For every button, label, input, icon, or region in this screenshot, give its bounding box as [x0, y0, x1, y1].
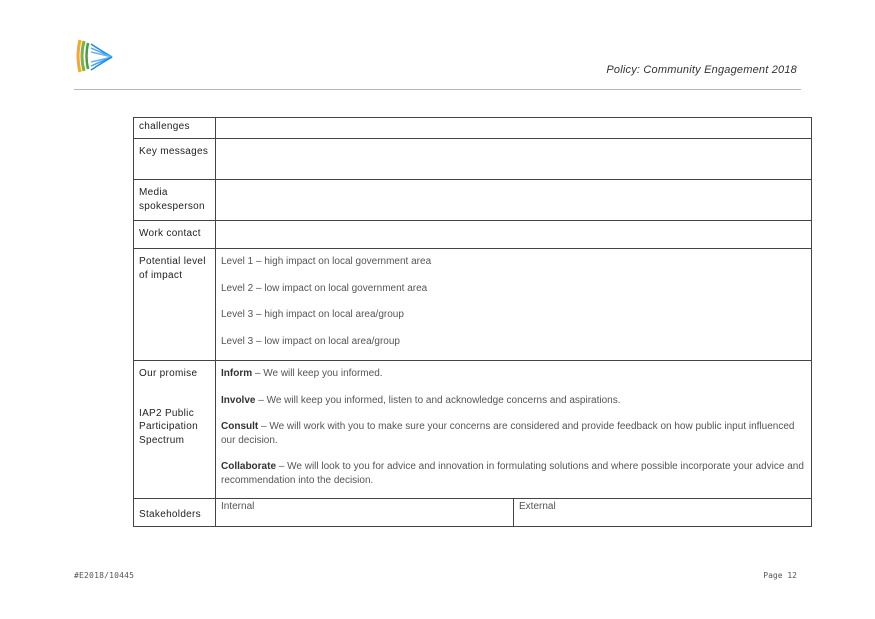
stakeholders-value	[216, 499, 812, 527]
key-messages-value	[216, 139, 812, 180]
table-row	[134, 221, 812, 249]
promise-levels	[216, 361, 812, 499]
promise-term: Consult	[221, 421, 259, 432]
row-label-challenges: challenges	[134, 118, 216, 139]
promise-term: Collaborate	[221, 461, 277, 472]
impact-level-2: Level 2 – low impact on local government area	[221, 282, 428, 294]
promise-text: – We will keep you informed, listen to and acknowledge concerns and aspirations.	[255, 394, 621, 406]
table-row	[134, 180, 812, 221]
page-number: Page 12	[763, 571, 797, 580]
engagement-plan-table	[133, 117, 812, 527]
work-contact-value	[216, 221, 812, 249]
table-row	[134, 118, 812, 139]
promise-inform	[221, 367, 806, 381]
impact-levels	[216, 249, 812, 361]
promise-involve	[221, 394, 806, 408]
council-logo-icon	[74, 36, 114, 76]
row-label-stakeholders: Stakeholders	[134, 499, 216, 527]
iap2-spectrum-label: IAP2 Public Participation Spectrum	[139, 407, 198, 446]
promise-term: Involve	[221, 394, 256, 406]
promise-term: Inform	[221, 368, 253, 379]
promise-text: – We will look to you for advice and innovation in formulating solutions and where possible incorporate your advice and recommendation into the decision.	[221, 461, 804, 486]
stakeholders-internal: Internal	[221, 501, 255, 512]
impact-level-3-low: Level 3 – low impact on local area/group	[221, 335, 400, 347]
promise-text: – We will keep you informed.	[252, 368, 383, 379]
table-row	[134, 499, 812, 527]
promise-consult	[221, 420, 806, 447]
table-row	[134, 139, 812, 180]
promise-text: – We will work with you to make sure your concerns are considered and provide feedback on how public input influenced our decision.	[221, 421, 795, 446]
document-reference: #E2018/10445	[74, 571, 135, 580]
stakeholders-split	[216, 499, 811, 526]
stakeholders-external: External	[513, 499, 811, 526]
table-row	[134, 249, 812, 361]
row-label-promise	[134, 361, 216, 499]
our-promise-label: Our promise	[139, 368, 198, 379]
page-header-title: Policy: Community Engagement 2018	[606, 64, 797, 76]
promise-collaborate	[221, 460, 806, 487]
media-spokesperson-value	[216, 180, 812, 221]
table-row	[134, 361, 812, 499]
row-label-key-messages: Key messages	[134, 139, 216, 180]
header-divider	[74, 89, 801, 90]
impact-level-1: Level 1 – high impact on local government area	[221, 256, 432, 267]
row-label-media-spokesperson: Media spokesperson	[134, 180, 216, 221]
row-label-potential-impact: Potential level of impact	[134, 249, 216, 361]
impact-level-3-high: Level 3 – high impact on local area/group	[221, 309, 404, 320]
row-label-work-contact: Work contact	[134, 221, 216, 249]
challenges-value	[216, 118, 812, 139]
